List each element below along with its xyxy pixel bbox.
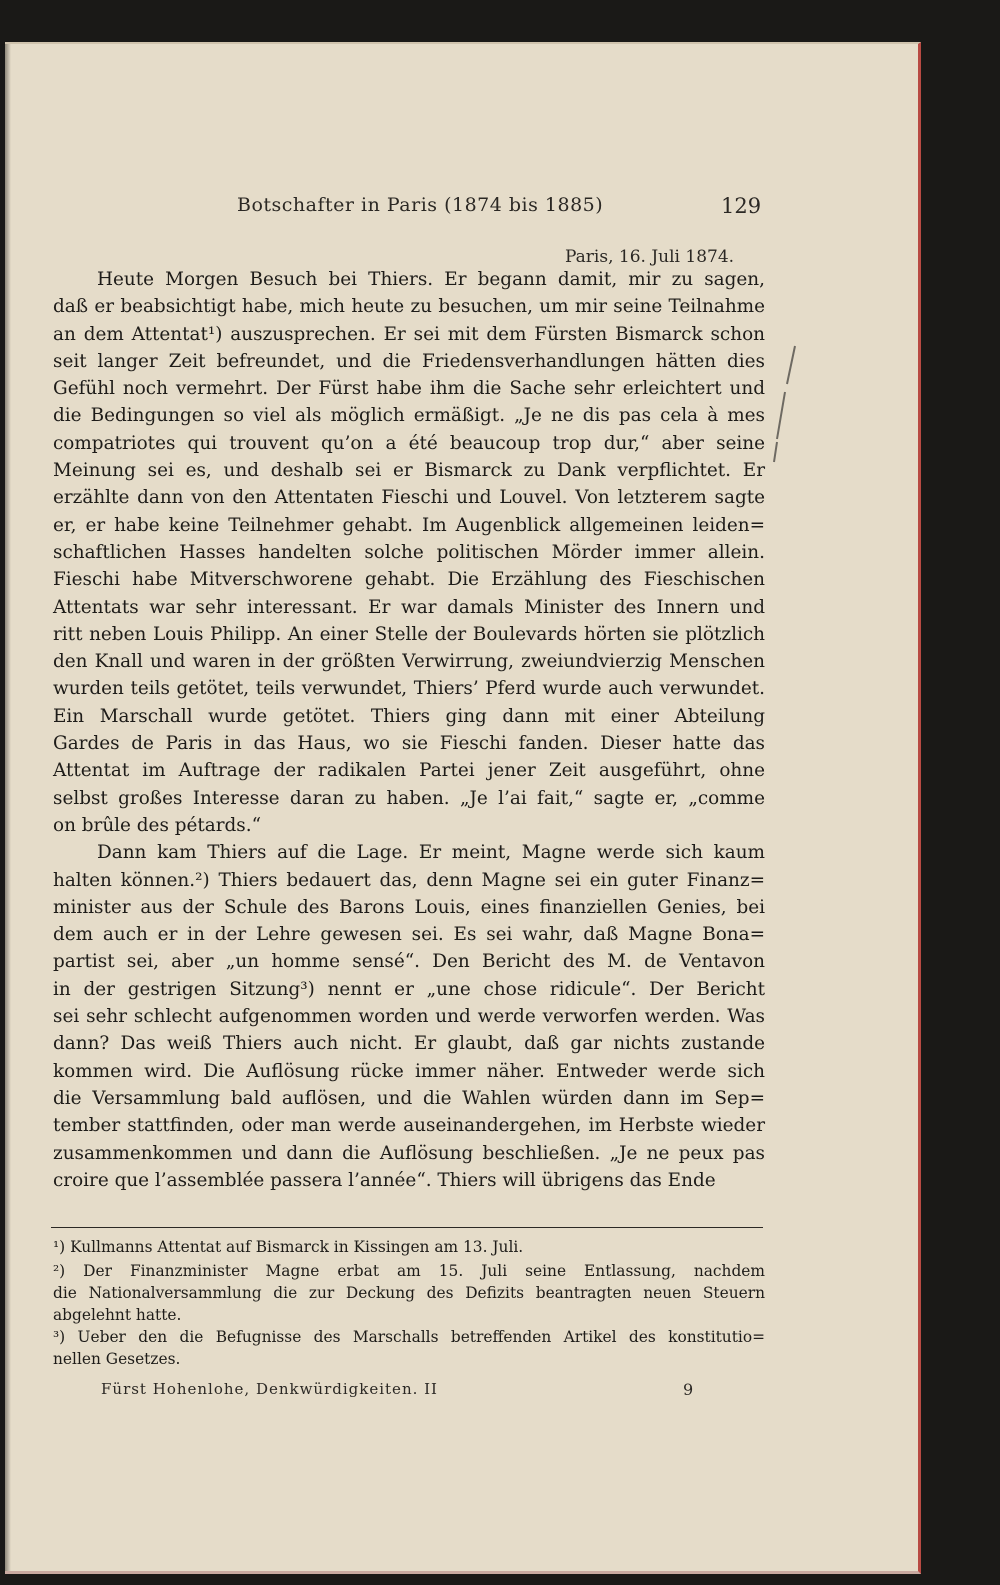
text-line: sei sehr schlecht aufgenommen worden und werde verworfen werden. Was: [53, 1006, 765, 1028]
text-line: Ein Marschall wurde getötet. Thiers ging dann mit einer Abteilung: [53, 705, 765, 727]
text-line: Attentats war sehr interessant. Er war damals Minister des Innern und: [53, 596, 765, 618]
text-line: ³) Ueber den die Befugnisse des Marschalls betreffenden Artikel des konstitutio=: [53, 1328, 765, 1346]
footnote-2: [53, 1260, 765, 1326]
page-number: 129: [721, 194, 762, 218]
text-line: die Versammlung bald auflösen, und die Wahlen würden dann im Sep=: [53, 1087, 765, 1109]
text-line: compatriotes qui trouvent qu’on a été beaucoup trop dur,“ aber seine: [53, 432, 765, 454]
text-line: in der gestrigen Sitzung³) nennt er „une chose ridicule“. Der Bericht: [53, 978, 765, 1000]
text-line: er, er habe keine Teilnehmer gehabt. Im Augenblick allgemeinen leiden=: [53, 514, 765, 536]
text-line: an dem Attentat¹) auszusprechen. Er sei mit dem Fürsten Bismarck schon: [53, 323, 765, 345]
text-line: partist sei, aber „un homme sensé“. Den Bericht des M. de Ventavon: [53, 951, 765, 973]
sheet-number: 9: [683, 1380, 694, 1399]
main-text: [53, 266, 765, 1194]
text-line: die Nationalversammlung die zur Deckung des Defizits beantragten neuen Steuern: [53, 1284, 765, 1302]
footnote-3: [53, 1326, 765, 1370]
text-line: den Knall und waren in der größten Verwirrung, zweiundvierzig Menschen: [53, 651, 765, 673]
text-line: Dann kam Thiers auf die Lage. Er meint, Magne werde sich kaum: [97, 842, 765, 864]
text-line: selbst großes Interesse daran zu haben. „Je l’ai fait,“ sagte er, „comme: [53, 787, 765, 809]
text-line: schaftlichen Hasses handelten solche politischen Mörder immer allein.: [53, 541, 765, 563]
text-line: die Bedingungen so viel als möglich ermäßigt. „Je ne dis pas cela à mes: [53, 405, 765, 427]
text-line: Attentat im Auftrage der radikalen Partei jener Zeit ausgeführt, ohne: [53, 760, 765, 782]
footnote-rule: [51, 1227, 763, 1228]
text-line: croire que l’assemblée passera l’année“. Thiers will übrigens das Ende: [53, 1169, 716, 1191]
signature-line: Fürst Hohenlohe, Denkwürdigkeiten. II: [101, 1380, 438, 1398]
dateline: Paris, 16. Juli 1874.: [565, 247, 735, 267]
text-line: erzählte dann von den Attentaten Fieschi und Louvel. Von letzterem sagte: [53, 487, 765, 509]
text-line: ²) Der Finanzminister Magne erbat am 15. Juli seine Entlassung, nachdem: [53, 1262, 765, 1280]
text-line: wurden teils getötet, teils verwundet, Thiers’ Pferd wurde auch verwundet.: [53, 678, 765, 700]
text-line: daß er beabsichtigt habe, mich heute zu besuchen, um mir seine Teilnahme: [53, 296, 765, 318]
paragraph-2: [53, 839, 765, 1194]
text-line: nellen Gesetzes.: [53, 1350, 181, 1368]
text-line: Fieschi habe Mitverschworene gehabt. Die Erzählung des Fieschischen: [53, 569, 765, 591]
text-line: Gefühl noch vermehrt. Der Fürst habe ihm die Sache sehr erleichtert und: [53, 378, 765, 400]
running-title: Botschafter in Paris (1874 bis 1885): [237, 194, 604, 216]
text-line: kommen wird. Die Auflösung rücke immer näher. Entweder werde sich: [53, 1060, 765, 1082]
book-page: [5, 42, 921, 1574]
text-line: seit langer Zeit befreundet, und die Friedensverhandlungen hätten dies: [53, 350, 765, 372]
text-line: minister aus der Schule des Barons Louis, eines finanziellen Genies, bei: [53, 896, 765, 918]
text-line: tember stattfinden, oder man werde auseinandergehen, im Herbste wieder: [53, 1115, 765, 1137]
paragraph-1: [53, 266, 765, 839]
text-line: halten können.²) Thiers bedauert das, denn Magne sei ein guter Finanz=: [53, 869, 765, 891]
text-line: on brûle des pétards.“: [53, 814, 261, 836]
text-line: Meinung sei es, und deshalb sei er Bismarck zu Dank verpflichtet. Er: [53, 460, 765, 482]
text-line: zusammenkommen und dann die Auflösung beschließen. „Je ne peux pas: [53, 1142, 765, 1164]
text-line: ¹) Kullmanns Attentat auf Bismarck in Kissingen am 13. Juli.: [53, 1238, 524, 1256]
text-line: dann? Das weiß Thiers auch nicht. Er glaubt, daß gar nichts zustande: [53, 1033, 765, 1055]
text-line: Heute Morgen Besuch bei Thiers. Er begann damit, mir zu sagen,: [97, 269, 765, 290]
footnote-1: [53, 1236, 765, 1258]
text-line: abgelehnt hatte.: [53, 1306, 182, 1324]
text-line: dem auch er in der Lehre gewesen sei. Es sei wahr, daß Magne Bona=: [53, 924, 765, 946]
pencil-mark: [765, 344, 805, 474]
text-line: ritt neben Louis Philipp. An einer Stelle der Boulevards hörten sie plötzlich: [53, 623, 765, 645]
text-line: Gardes de Paris in das Haus, wo sie Fieschi fanden. Dieser hatte das: [53, 733, 765, 755]
